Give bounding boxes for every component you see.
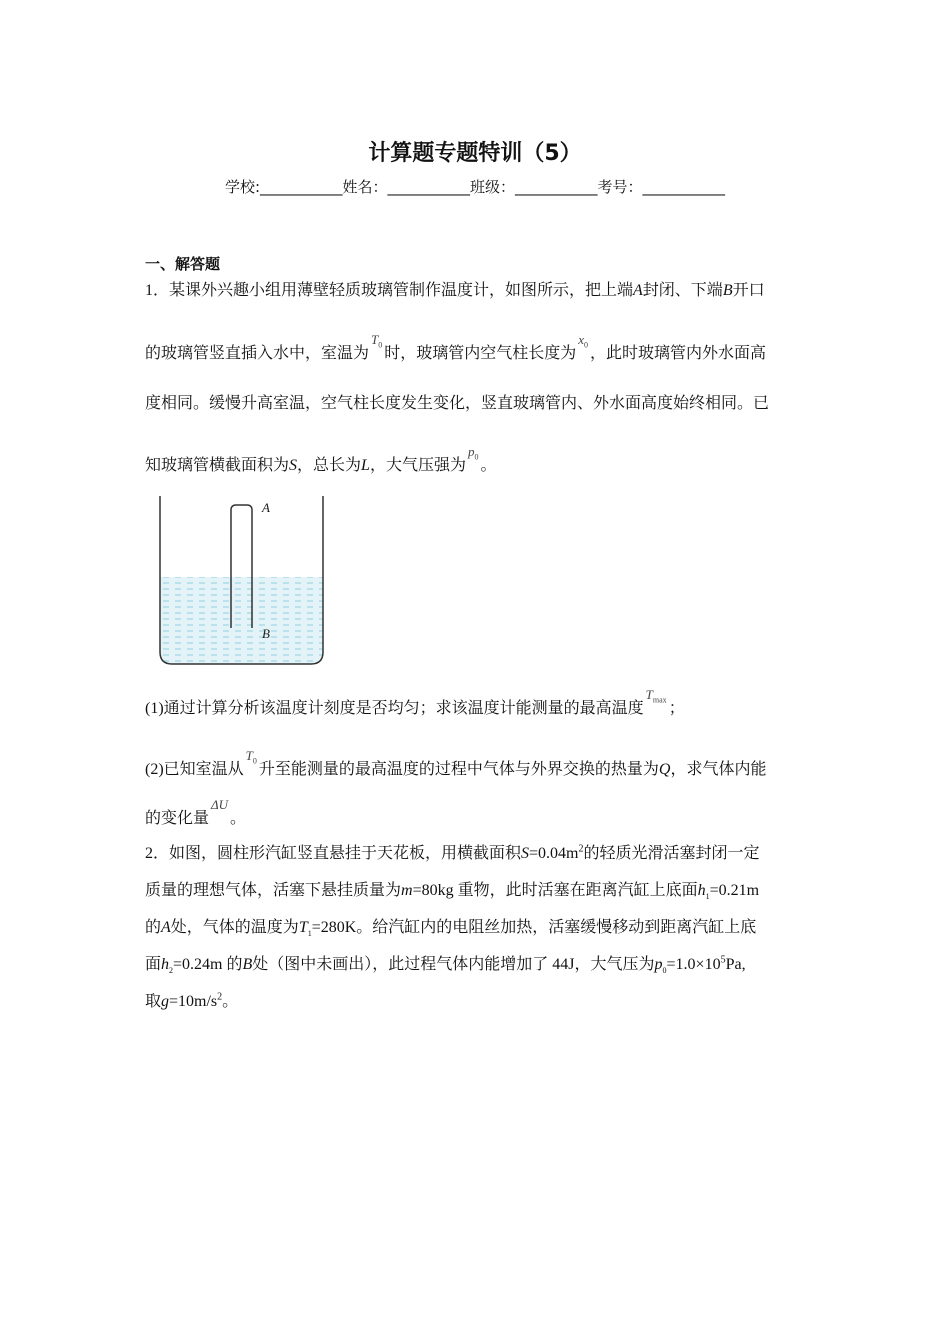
label-a: A	[262, 500, 270, 515]
q1-line-4: 知玻璃管横截面积为S，总长为L，大气压强为$^{p_0}$ 。	[145, 444, 497, 474]
q1-part-3: 的变化量$^{\Delta U}$。	[145, 797, 247, 827]
q2-line-5: 取$g=10m/s^2$。	[145, 991, 239, 1010]
q1-line-1: 1．某课外兴趣小组用薄壁轻质玻璃管制作温度计，如图所示，把上端A封闭、下端B开口	[145, 282, 765, 299]
q1-line-2: 的玻璃管竖直插入水中，室温为$^{T_0}$ 时，玻璃管内空气柱长度为$^{x_0}$ ，此时玻璃管内外水面高	[145, 332, 767, 362]
t0-symbol: T0	[371, 332, 383, 350]
section-heading: 一、解答题	[145, 255, 221, 273]
p0-symbol: p0	[467, 444, 479, 462]
page-title: 计算题专题特训（5）	[368, 141, 582, 166]
q2-line-4: 面$h_2=0.24m$ 的B处（图中未画出），此过程气体内能增加了 44J，大气压为$p_0=1.0\times 10^5Pa$,	[145, 954, 746, 976]
q1-part-2: (2)已知室温从$^{T_0}$ 升至能测量的最高温度的过程中气体与外界交换的热量为Q，求气体内能	[145, 748, 767, 778]
q2-line-2: 质量的理想气体，活塞下悬挂质量为m=80kg 重物，此时活塞在距离汽缸上底面$h_1=0.21m$	[145, 882, 760, 902]
tmax-symbol: Tmax	[645, 687, 667, 705]
thermometer-figure	[150, 490, 335, 675]
q2-line-3: 的A处，气体的温度为$T_1=280K$。给汽缸内的电阻丝加热，活塞缓慢移动到距离汽缸上底	[145, 919, 757, 939]
q2-line-1: 2．如图，圆柱形汽缸竖直悬挂于天花板，用横截面积$S=0.04m^2$的轻质光滑活塞封闭一定	[145, 843, 760, 862]
q1-line-3: 度相同。缓慢升高室温，空气柱长度发生变化，竖直玻璃管内、外水面高度始终相同。已	[145, 395, 770, 412]
label-b: B	[262, 626, 270, 641]
student-info-line: 学校:___________姓名：___________班级：___________考号：___________	[224, 178, 726, 196]
t0-symbol-2: T0	[245, 748, 257, 766]
q1-part-1: (1)通过计算分析该温度计刻度是否均匀；求该温度计能测量的最高温度$^{T_{max}}$ ；	[145, 687, 685, 717]
x0-symbol: x0	[578, 332, 589, 350]
delta-u-symbol: ΔU	[211, 797, 229, 812]
